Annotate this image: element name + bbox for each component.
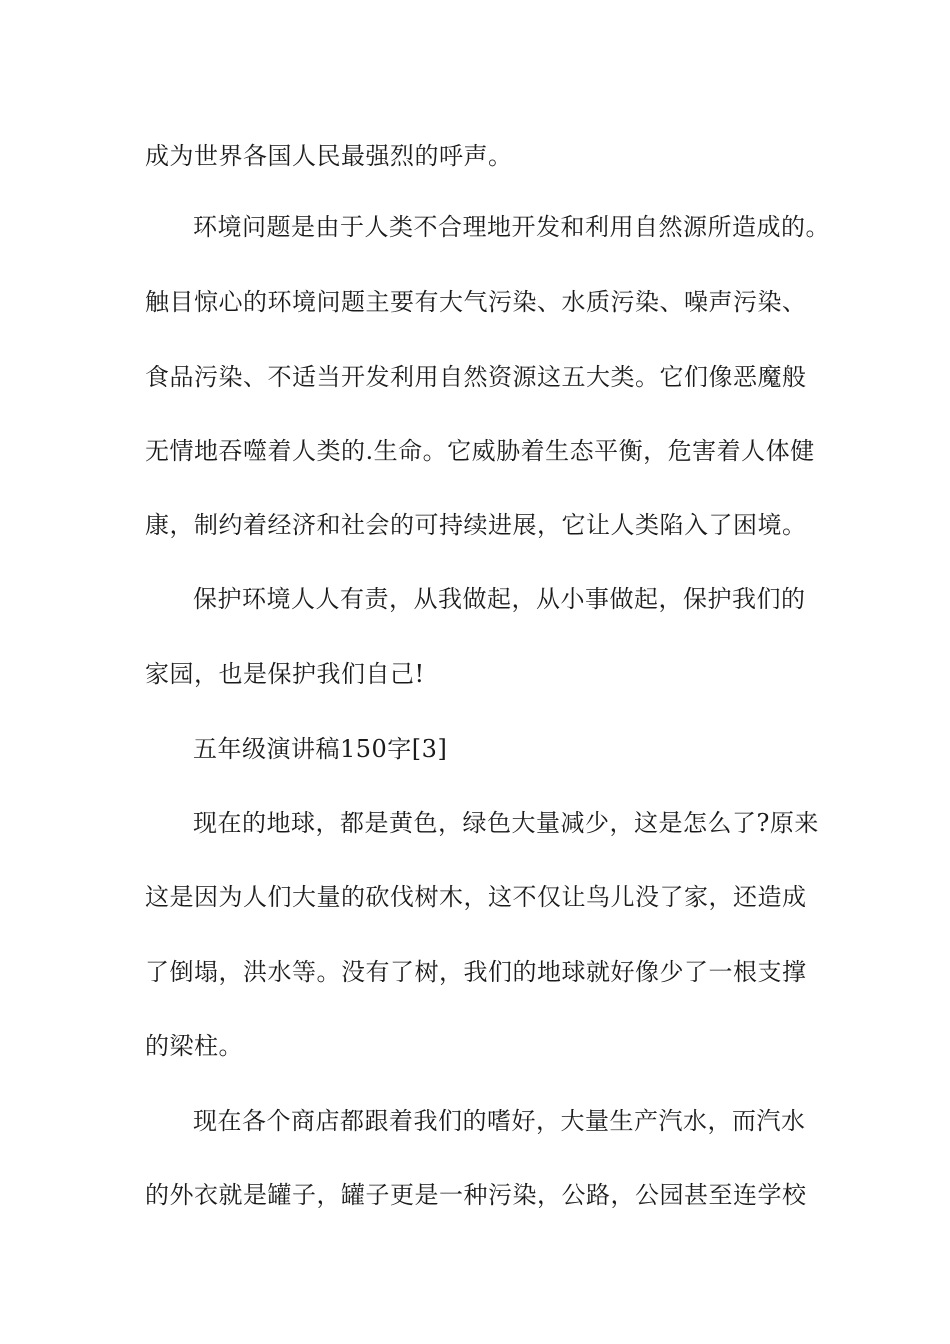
- text-line: 现在各个商店都跟着我们的嗜好，大量生产汽水，而汽水: [193, 1107, 806, 1135]
- text-line: 的梁柱。: [145, 1032, 243, 1060]
- text-line: 这是因为人们大量的砍伐树木，这不仅让鸟儿没了家，还造成: [145, 883, 807, 911]
- text-line: 现在的地球，都是黄色，绿色大量减少，这是怎么了?原来: [193, 809, 819, 837]
- text-line: 无情地吞噬着人类的.生命。它威胁着生态平衡，危害着人体健: [145, 437, 815, 465]
- text-line: 康，制约着经济和社会的可持续进展，它让人类陷入了困境。: [145, 511, 807, 539]
- text-line: 成为世界各国人民最强烈的呼声。: [145, 142, 513, 170]
- section-heading: 五年级演讲稿150字[3]: [193, 735, 448, 763]
- text-line: 环境问题是由于人类不合理地开发和利用自然源所造成的。: [193, 213, 830, 241]
- text-line: 触目惊心的环境问题主要有大气污染、水质污染、噪声污染、: [145, 288, 807, 316]
- text-line: 的外衣就是罐子，罐子更是一种污染，公路，公园甚至连学校: [145, 1181, 807, 1209]
- text-line: 了倒塌，洪水等。没有了树，我们的地球就好像少了一根支撑: [145, 958, 807, 986]
- text-line: 食品污染、不适当开发利用自然资源这五大类。它们像恶魔般: [145, 363, 807, 391]
- text-line: 保护环境人人有责，从我做起，从小事做起，保护我们的: [193, 585, 806, 613]
- text-line: 家园，也是保护我们自己!: [145, 660, 425, 688]
